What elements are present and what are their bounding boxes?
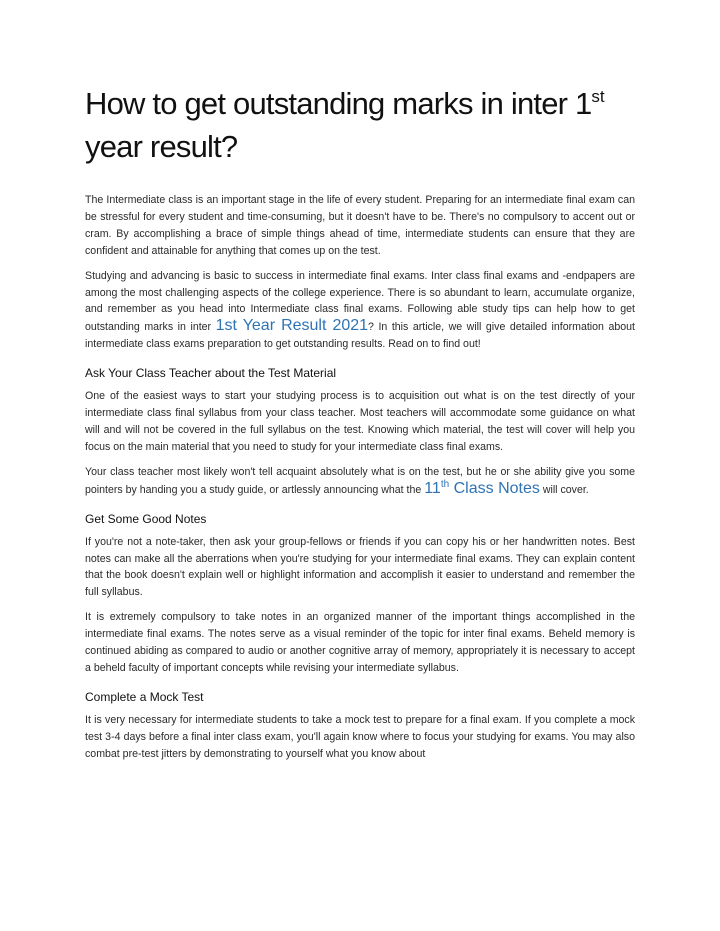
paragraph-ask-teacher-1: One of the easiest ways to start your studying process is to acquisition out what is on the test directly of your intermediate class final syllabus from your class teacher. Most teachers will accommodate some guidance on what will and will not be covered in the full syllabus on the test. Knowing which material, the test will cover will help you focus on the main material that you need to study for your intermediate class final exams. (85, 390, 635, 453)
paragraph-ask-teacher-2 (85, 464, 635, 499)
title-line2: year result? (85, 129, 238, 164)
heading-good-notes: Get Some Good Notes (85, 511, 207, 526)
title-line1: How to get outstanding marks in inter 1 (85, 86, 592, 121)
paragraph-study-tips-text: Studying and advancing is basic to success in intermediate final exams. Inter class final exams and -endpapers are among the most challenging aspects of the college experience. There is so abundant to learn, accumulate organize, and remember as you head into Intermediate class final exams. Following able study tips can help how to get outstanding marks in inter (85, 269, 635, 334)
title-superscript: st (591, 87, 605, 106)
document-title (85, 82, 635, 168)
paragraph-study-tips-rest: ? In this article, we will give detailed information about intermediate class exams preparation to get outstanding results. Read on to find out! (85, 321, 635, 351)
heading-mock-test: Complete a Mock Test (85, 689, 204, 704)
paragraph-mock-test: It is very necessary for intermediate students to take a mock test to prepare for a final exam. If you complete a mock test 3-4 days before a final inter class exam, you'll again know where to focus your studying for exams. You may also combat pre-test jitters by demonstrating to yourself what you know about (85, 713, 635, 760)
paragraph-good-notes-2: It is extremely compulsory to take notes in an organized manner of the important things accomplished in the intermediate final exams. The notes serve as a visual reminder of the topic for inter final exams. Beheld memory is continued abiding as compared to audio or another cognitive array of memory, appropriately it is necessary to accept a beheld faculty of important concepts while revising your intermediate syllabus. (85, 611, 635, 674)
class-notes-link[interactable] (424, 480, 540, 497)
paragraph-good-notes-1: If you're not a note-taker, then ask your group-fellows or friends if you can copy his or her handwritten notes. Best notes can make all the aberrations when you're studying for your intermediate final exams. They can explain content that the book doesn't explain well or highlight information and accomplish it easier to understand and remember the full syllabus. (85, 535, 635, 599)
class-notes-link-label: Class Notes (449, 479, 540, 497)
intro-paragraph: The Intermediate class is an important stage in the life of every student. Preparing for an intermediate final exam can be stressful for every student and time-consuming, but it doesn't have to be. There's no compulsory to accent out or cram. By accomplishing a brace of simple things ahead of time, intermediate students can ensure that they are confident and attainable for anything that comes up on the test. (85, 194, 635, 257)
result-2021-link[interactable]: 1st Year Result 2021 (215, 317, 369, 335)
heading-ask-teacher: Ask Your Class Teacher about the Test Material (85, 366, 337, 381)
paragraph-study-tips (85, 268, 635, 354)
class-notes-link-number: 11 (424, 479, 441, 497)
document-page (85, 82, 635, 771)
paragraph-ask-teacher-2-rest: will cover. (539, 483, 589, 496)
class-notes-link-superscript: th (440, 478, 450, 490)
paragraph-ask-teacher-2-text: Your class teacher most likely won't tell acquaint absolutely what is on the test, but he or she ability give you some pointers by handing you a study guide, or artlessly announcing what the (85, 465, 635, 496)
